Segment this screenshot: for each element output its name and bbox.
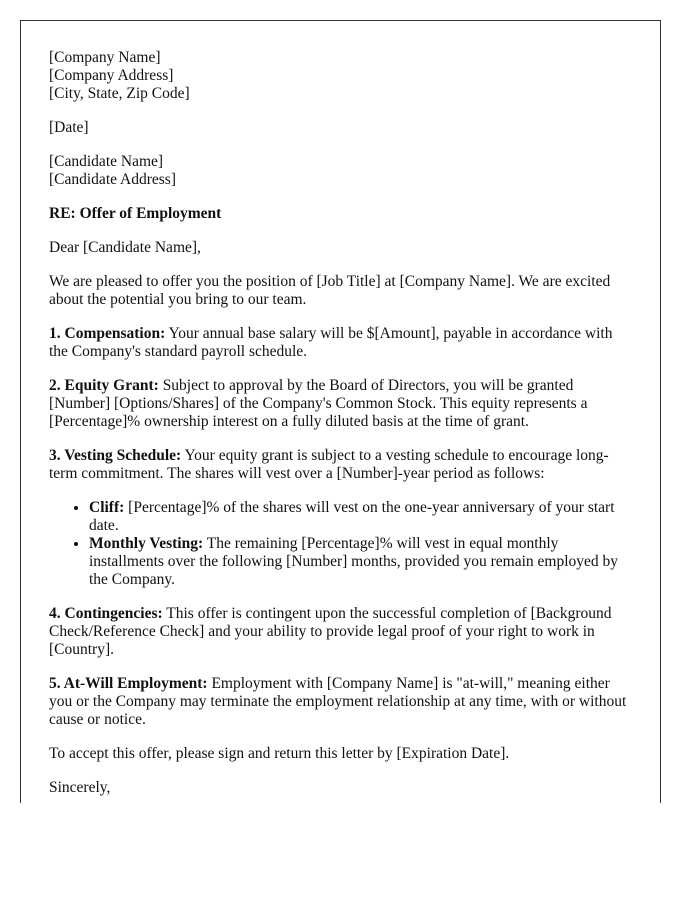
vesting-item-heading: Cliff: bbox=[89, 499, 125, 516]
section-heading: 3. Vesting Schedule: bbox=[49, 447, 182, 464]
sender-block bbox=[49, 49, 632, 103]
recipient-name: [Candidate Name] bbox=[49, 153, 164, 170]
letter-content bbox=[21, 21, 660, 797]
signoff: Sincerely, bbox=[49, 779, 111, 796]
vesting-item-cliff bbox=[89, 499, 632, 535]
vesting-item-text: The remaining [Percentage]% will vest in equal monthly installments over the following [Number] months, provided you remain employed by the Company. bbox=[89, 535, 619, 588]
sender-city-state-zip: [City, State, Zip Code] bbox=[49, 85, 190, 102]
letter-date: [Date] bbox=[49, 119, 89, 136]
vesting-list bbox=[49, 499, 632, 589]
section-text: This offer is contingent upon the successful completion of [Background Check/Reference Check] and your ability to provide legal proof of your right to work in [Country]. bbox=[49, 605, 612, 658]
letter-page bbox=[20, 20, 661, 803]
vesting-item-text: [Percentage]% of the shares will vest on the one-year anniversary of your start date. bbox=[89, 499, 615, 534]
section-compensation bbox=[49, 325, 632, 361]
section-heading: 1. Compensation: bbox=[49, 325, 166, 342]
section-text: Subject to approval by the Board of Directors, you will be granted [Number] [Options/Shares] of the Company's Common Stock. This equity represents a [Percentage]% ownership interest on a fully diluted basis at the time of grant. bbox=[49, 377, 588, 430]
section-at-will bbox=[49, 675, 632, 729]
closing-instruction: To accept this offer, please sign and return this letter by [Expiration Date]. bbox=[49, 745, 510, 762]
section-text: Your equity grant is subject to a vesting schedule to encourage long-term commitment. The shares will vest over a [Number]-year period as follows: bbox=[49, 447, 609, 482]
section-equity-grant bbox=[49, 377, 632, 431]
sender-company-address: [Company Address] bbox=[49, 67, 174, 84]
section-text: Employment with [Company Name] is "at-will," meaning either you or the Company may terminate the employment relationship at any time, with or without cause or notice. bbox=[49, 675, 627, 728]
sender-company-name: [Company Name] bbox=[49, 49, 161, 66]
subject-line bbox=[49, 205, 632, 223]
vesting-item-heading: Monthly Vesting: bbox=[89, 535, 204, 552]
vesting-item-monthly bbox=[89, 535, 632, 589]
section-vesting-schedule bbox=[49, 447, 632, 483]
recipient-block bbox=[49, 153, 632, 189]
intro-paragraph: We are pleased to offer you the position of [Job Title] at [Company Name]. We are excited about the potential you bring to our team. bbox=[49, 273, 611, 308]
section-heading: 5. At-Will Employment: bbox=[49, 675, 208, 692]
section-heading: 2. Equity Grant: bbox=[49, 377, 159, 394]
salutation: Dear [Candidate Name], bbox=[49, 239, 201, 256]
section-text: Your annual base salary will be $[Amount], payable in accordance with the Company's standard payroll schedule. bbox=[49, 325, 613, 360]
subject-text: RE: Offer of Employment bbox=[49, 205, 222, 222]
section-contingencies bbox=[49, 605, 632, 659]
section-heading: 4. Contingencies: bbox=[49, 605, 163, 622]
recipient-address: [Candidate Address] bbox=[49, 171, 176, 188]
